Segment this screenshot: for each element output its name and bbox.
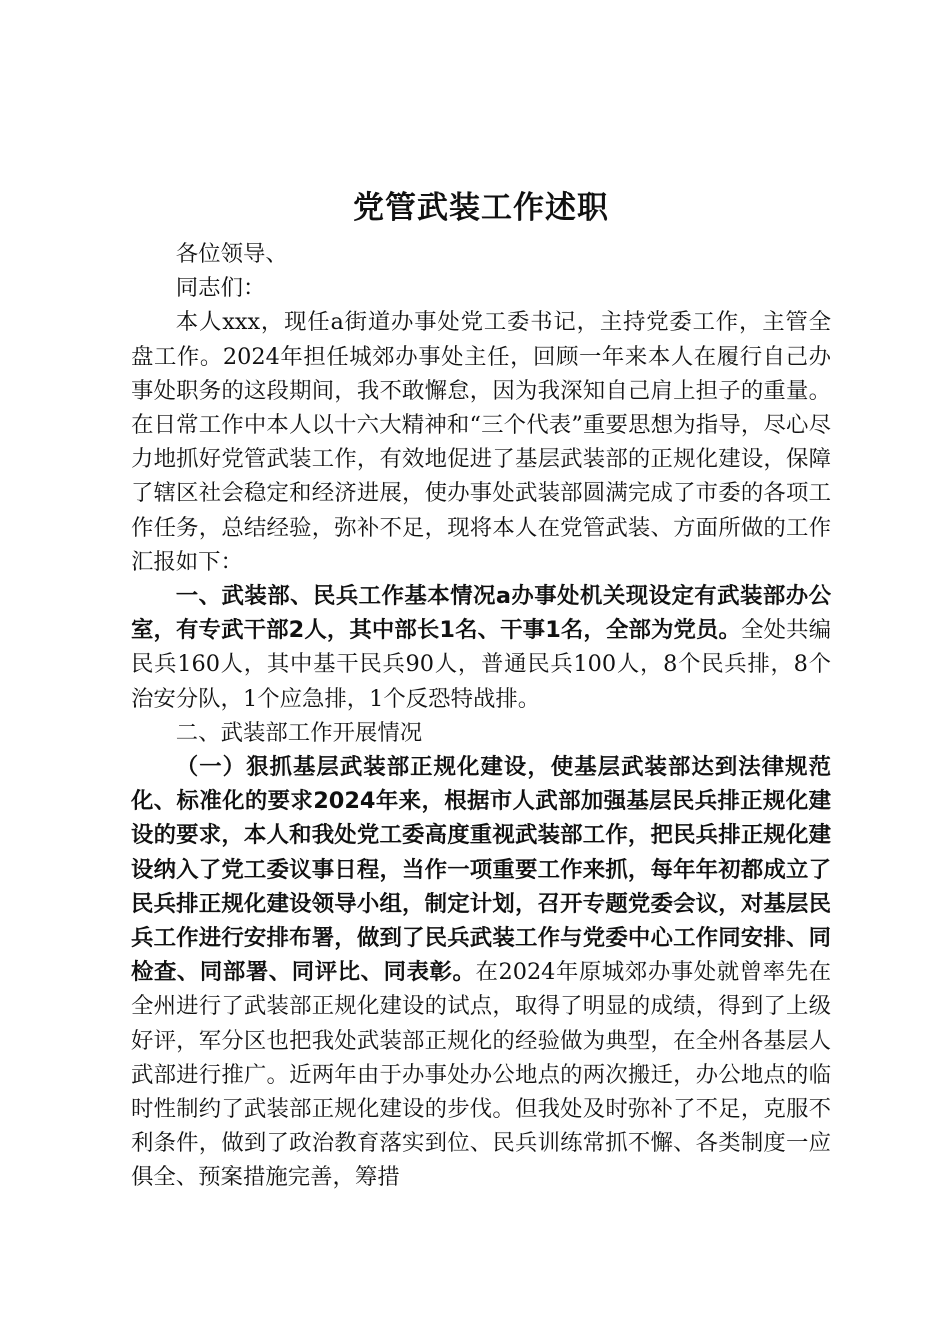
subsection-1-heading: （一）狠抓基层武装部正规化建设，使基层武装部达到法律规范化、标准化的要求2024年来，根据市人武部加强基层民兵排正规化建设的要求，本人和我处党工委高度重视武装部工作，把民兵排正规化建设纳入了党工委议事日程，当作一项重要工作来抓，每年年初都成立了民兵排正规化建设领导小组，制定计划，召开专题党委会议，对基层民兵工作进行安排布署，做到了民兵武装工作与党委中心工作同安排、同检查、同部署、同评比、同表彰。: [131, 754, 831, 986]
salutation-line-1: 各位领导、: [175, 241, 288, 267]
subsection-1-paragraph: [131, 750, 831, 1195]
section-1-text: 全处共编民兵160人，其中基干民兵90人，普通民兵100人，8个民兵排，8个治安分队，1个应急排，1个反恐特战排。: [131, 617, 831, 712]
section-1-heading: 一、武装部、民兵工作基本情况a办事处机关现设定有武装部办公室，有专武干部2人，其中部长1名、干事1名，全部为党员。: [131, 583, 831, 644]
salutation-line-2: 同志们：: [175, 275, 266, 302]
section-2-heading: 二、武装部工作开展情况: [175, 719, 423, 746]
section-1-paragraph: [131, 579, 831, 716]
subsection-1-text: 在2024年原城郊办事处就曾率先在全州进行了武装部正规化建设的试点，取得了明显的成绩，得到了上级好评，军分区也把我处武装部正规化的经验做为典型，在全州各基层人武部进行推广。近两年由于办事处办公地点的两次搬迁，办公地点的临时性制约了武装部正规化建设的步伐。但我处及时弥补了不足，克服不利条件，做到了政治教育落实到位、民兵训练常抓不懈、各类制度一应俱全、预案措施完善，筹措: [131, 959, 832, 1191]
document-body: [131, 237, 831, 1195]
document-title: 党管武装工作述职: [353, 190, 609, 226]
intro-paragraph: 本人xxx，现任a街道办事处党工委书记，主持党委工作，主管全盘工作。2024年担任城郊办事处主任，回顾一年来本人在履行自己办事处职务的这段期间，我不敢懈怠，因为我深知自己肩上担子的重量。在日常工作中本人以十六大精神和“三个代表”重要思想为指导，尽心尽力地抓好党管武装工作，有效地促进了基层武装部的正规化建设，保障了辖区社会稳定和经济进展，使办事处武装部圆满完成了市委的各项工作任务，总结经验，弥补不足，现将本人在党管武装、方面所做的工作汇报如下：: [131, 309, 831, 575]
